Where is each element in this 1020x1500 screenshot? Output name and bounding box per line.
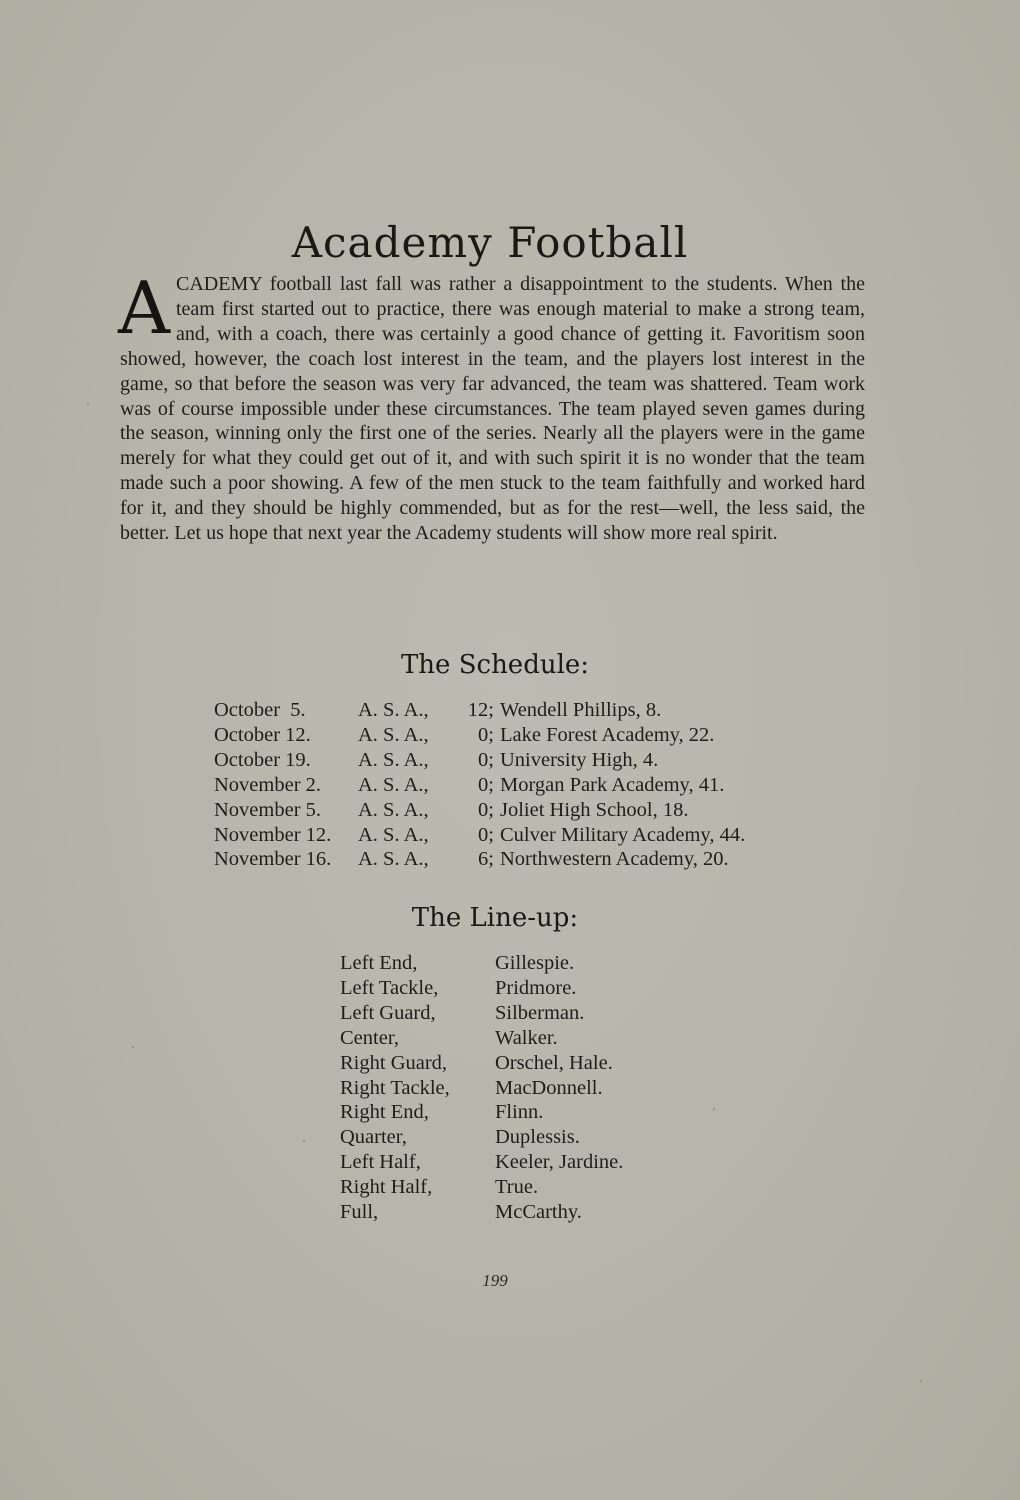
schedule-heading: The Schedule: xyxy=(400,650,590,680)
player-position: Right Half, xyxy=(340,1176,433,1199)
intro-text: CADEMY football last fall was rather a disappointment to the students. When the team first started out to practice, there was enough material to make a strong team, and, with a coach, there was certainly a good chance of getting it. Favoritism soon showed, however, the coach lost interest in the team, and the players lost interest in the game, so that before the season was very far advanced, the team was shattered. Team work was of course impossible under these circumstances. The team played seven games during the season, winning only the first one of the series. Nearly all the players were in the game merely for what they could get out of it, and with such spirit it is no wonder that the team made such a poor showing. A few of the men stuck to the team faithfully and worked hard for it, and they should be highly commended, but as for the rest—well, the less said, the better. Let us hope that next year the Academy students will show more real spirit. xyxy=(120,273,865,545)
lineup-row xyxy=(340,1125,623,1150)
home-team: A. S. A., xyxy=(358,723,429,746)
schedule-row xyxy=(214,773,745,798)
game-date: October 19. xyxy=(214,748,311,771)
player-name: Walker. xyxy=(495,1026,558,1049)
player-name: True. xyxy=(495,1176,539,1199)
lineup-table xyxy=(340,951,623,1225)
paper-speck xyxy=(920,1380,922,1382)
home-score: 0; xyxy=(478,773,494,796)
schedule-row xyxy=(214,723,745,748)
opponent-result: University High, 4. xyxy=(500,748,659,771)
player-name: Pridmore. xyxy=(495,976,577,999)
paper-speck xyxy=(303,1140,305,1142)
schedule-row xyxy=(214,823,745,848)
home-score: 0; xyxy=(478,798,494,821)
lineup-row xyxy=(340,976,623,1001)
player-name: Orschel, Hale. xyxy=(495,1051,613,1074)
game-date: November 12. xyxy=(214,823,332,846)
player-name: MacDonnell. xyxy=(495,1076,603,1099)
opponent-result: Wendell Phillips, 8. xyxy=(500,699,662,721)
page-title: Academy Football xyxy=(291,218,689,268)
schedule-row xyxy=(214,748,745,773)
intro-paragraph xyxy=(118,266,865,546)
player-position: Quarter, xyxy=(340,1126,407,1149)
schedule-table xyxy=(214,698,745,872)
player-position: Right End, xyxy=(340,1101,429,1124)
player-position: Left Guard, xyxy=(340,1001,436,1024)
drop-cap: A xyxy=(118,266,170,350)
lineup-row xyxy=(340,1051,623,1076)
home-score: 0; xyxy=(478,823,494,846)
schedule-row xyxy=(214,847,745,872)
player-position: Right Tackle, xyxy=(340,1076,450,1099)
game-date: November 5. xyxy=(214,798,322,821)
schedule-row xyxy=(214,798,745,823)
player-position: Full, xyxy=(340,1201,379,1224)
player-name: Duplessis. xyxy=(495,1126,580,1149)
home-score: 12; xyxy=(467,699,494,721)
home-team: A. S. A., xyxy=(358,823,429,846)
home-team: A. S. A., xyxy=(358,848,429,871)
opponent-result: Lake Forest Academy, 22. xyxy=(500,723,715,746)
player-position: Left Half, xyxy=(340,1151,421,1174)
home-team: A. S. A., xyxy=(358,773,429,796)
lineup-row xyxy=(340,1076,623,1101)
player-name: Keeler, Jardine. xyxy=(495,1151,624,1174)
opponent-result: Morgan Park Academy, 41. xyxy=(500,773,725,796)
home-team: A. S. A., xyxy=(358,699,429,721)
paper-speck xyxy=(132,1046,134,1048)
player-position: Right Guard, xyxy=(340,1051,448,1074)
game-date: November 2. xyxy=(214,773,322,796)
lineup-row xyxy=(340,1200,623,1225)
home-score: 0; xyxy=(478,723,494,746)
paper-speck xyxy=(87,403,89,405)
game-date: November 16. xyxy=(214,848,332,871)
player-position: Left Tackle, xyxy=(340,976,439,999)
player-name: Gillespie. xyxy=(495,952,575,974)
opponent-result: Culver Military Academy, 44. xyxy=(500,823,746,846)
player-name: Silberman. xyxy=(495,1001,585,1024)
schedule-row xyxy=(214,698,745,723)
game-date: October 12. xyxy=(214,723,311,746)
lineup-row xyxy=(340,1175,623,1200)
page-number: 199 xyxy=(482,1271,508,1290)
lineup-row xyxy=(340,1150,623,1175)
lineup-row xyxy=(340,1100,623,1125)
lineup-row xyxy=(340,951,623,976)
home-team: A. S. A., xyxy=(358,798,429,821)
opponent-result: Joliet High School, 18. xyxy=(500,798,689,821)
player-position: Center, xyxy=(340,1026,399,1049)
lineup-row xyxy=(340,1026,623,1051)
game-date: October 5. xyxy=(214,699,306,721)
lineup-row xyxy=(340,1001,623,1026)
lineup-heading: The Line-up: xyxy=(411,903,579,933)
opponent-result: Northwestern Academy, 20. xyxy=(500,848,729,871)
home-score: 0; xyxy=(478,748,494,771)
home-score: 6; xyxy=(478,848,494,871)
home-team: A. S. A., xyxy=(358,748,429,771)
paper-speck xyxy=(713,1108,715,1110)
player-name: McCarthy. xyxy=(495,1201,582,1224)
player-position: Left End, xyxy=(340,952,418,974)
player-name: Flinn. xyxy=(495,1101,544,1124)
